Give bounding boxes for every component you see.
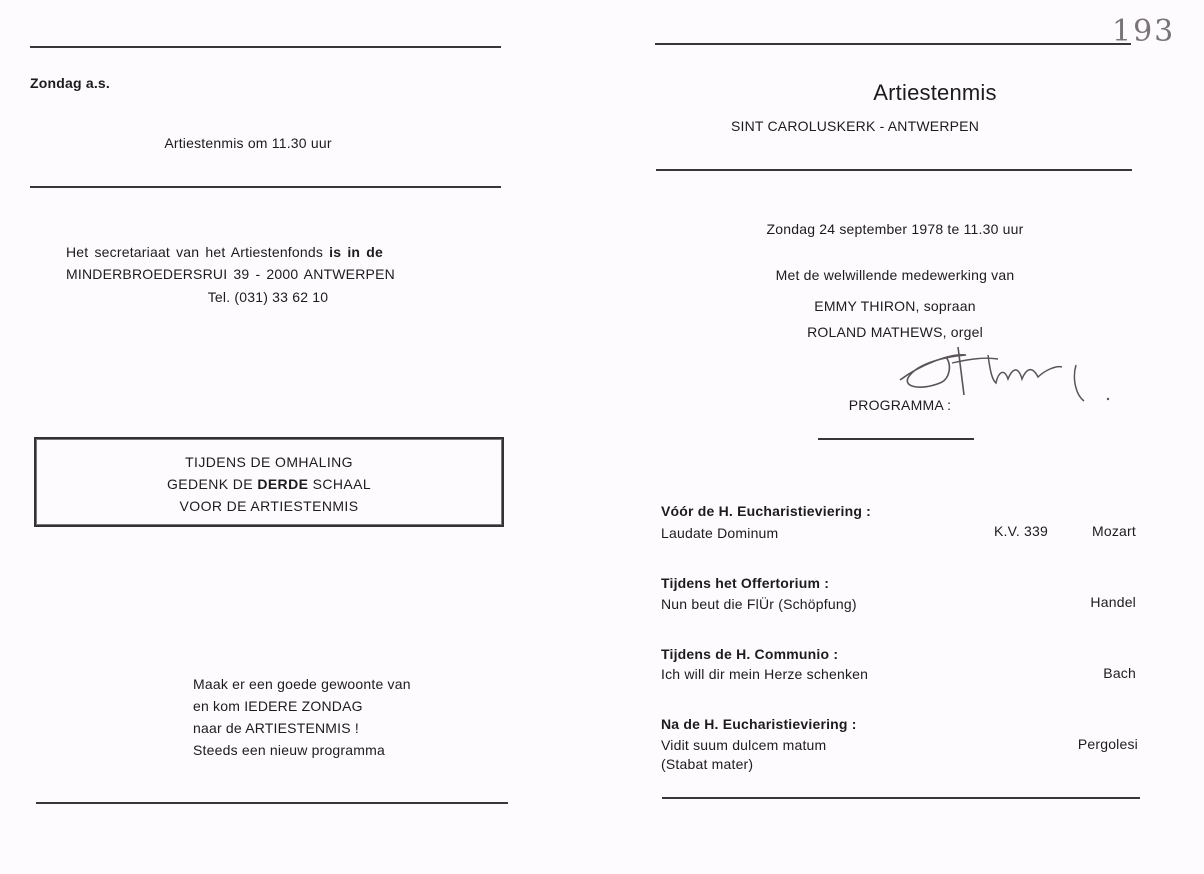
- left-bottom-rule: [36, 802, 508, 804]
- secretariat-phone: Tel. (031) 33 62 10: [207, 289, 329, 305]
- programma-rule: [818, 438, 974, 440]
- habit-line-2: en kom IEDERE ZONDAG: [193, 698, 363, 714]
- item-3-heading: Tijdens de H. Communio :: [661, 646, 839, 662]
- title: Artiestenmis: [873, 80, 997, 105]
- secretariat-text-b: is in de: [329, 244, 383, 260]
- programma-label: PROGRAMMA :: [848, 397, 952, 413]
- item-1-heading: Vóór de H. Eucharistieviering :: [661, 503, 872, 519]
- item-2-composer: Handel: [1090, 594, 1136, 610]
- subtitle: SINT CAROLUSKERK - ANTWERPEN: [730, 118, 980, 134]
- box-line-2-c: SCHAAL: [308, 476, 372, 492]
- item-1-catalog: K.V. 339: [994, 523, 1049, 539]
- box-line-2: [36, 473, 502, 495]
- box-line-1: TIJDENS DE OMHALING: [185, 454, 353, 470]
- secretariat-address: MINDERBROEDERSRUI 39 - 2000 ANTWERPEN: [66, 266, 395, 282]
- box-line-2-b: DERDE: [257, 476, 309, 492]
- page-number: 193: [1112, 14, 1176, 49]
- box-line-3: VOOR DE ARTIESTENMIS: [179, 498, 359, 514]
- habit-line-1: Maak er een goede gewoonte van: [193, 676, 411, 692]
- item-3-composer: Bach: [1103, 665, 1136, 681]
- box-line-2-a: GEDENK DE: [166, 476, 258, 492]
- item-4-heading: Na de H. Eucharistieviering :: [661, 716, 857, 732]
- item-4-work: Vidit suum dulcem matum: [661, 737, 827, 753]
- performer-1: EMMY THIRON, sopraan: [814, 298, 976, 314]
- mass-time: Artiestenmis om 11.30 uur: [164, 135, 332, 151]
- right-rule-2: [656, 169, 1132, 171]
- habit-line-4: Steeds een nieuw programma: [193, 742, 385, 758]
- habit-line-3: naar de ARTIESTENMIS !: [193, 720, 359, 736]
- performer-2: ROLAND MATHEWS, orgel: [807, 324, 983, 340]
- item-4-work-line-2: (Stabat mater): [661, 756, 754, 772]
- item-2-heading: Tijdens het Offertorium :: [661, 575, 830, 591]
- item-4-composer: Pergolesi: [1077, 736, 1138, 752]
- sunday-label: Zondag a.s.: [30, 75, 110, 91]
- cooperation: Met de welwillende medewerking van: [775, 267, 1015, 283]
- date-line: Zondag 24 september 1978 te 11.30 uur: [766, 221, 1024, 237]
- right-bottom-rule: [662, 797, 1140, 799]
- collection-notice-box: [34, 437, 504, 527]
- item-1-composer: Mozart: [1092, 523, 1136, 539]
- left-rule-2: [30, 186, 501, 188]
- right-top-rule: [655, 43, 1131, 45]
- secretariat-line-1: [66, 243, 383, 261]
- item-2-work: Nun beut die FlÜr (Schöpfung): [661, 596, 857, 612]
- secretariat-text-a: Het secretariaat van het Artiestenfonds: [66, 244, 324, 260]
- item-1-work: Laudate Dominum: [661, 525, 779, 541]
- item-3-work: Ich will dir mein Herze schenken: [661, 666, 869, 682]
- left-top-rule: [30, 46, 501, 48]
